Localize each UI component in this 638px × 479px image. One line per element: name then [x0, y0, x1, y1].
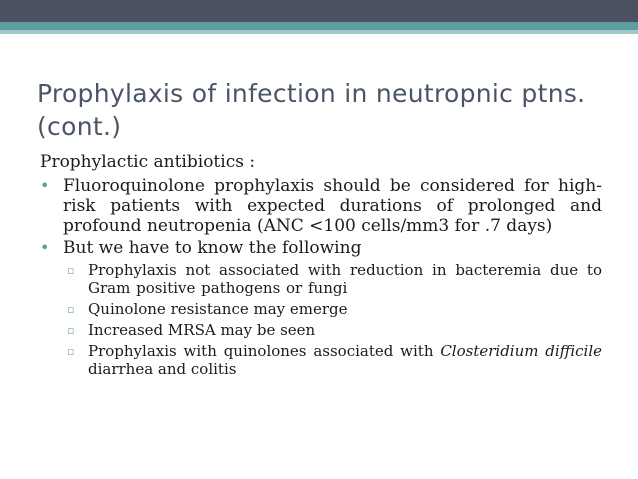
bullet-text: But we have to know the following	[63, 238, 362, 258]
slide-title: Prophylaxis of infection in neutropnic ptns.(cont.)	[37, 79, 586, 141]
bullet-text: Fluoroquinolone prophylaxis should be considered for high-risk patients with expected durations of prolonged and profound neutropenia (ANC <100 cells/mm3 for .7 days)	[63, 176, 602, 236]
sub-bullet-marker: ▫	[67, 345, 75, 358]
sub-bullet-marker: ▫	[67, 303, 75, 316]
sub-bullet-text: Increased MRSA may be seen	[88, 321, 316, 339]
sub-bullet-item	[40, 300, 602, 318]
sub-bullet-marker: ▫	[67, 324, 75, 337]
sub-bullet-text: Quinolone resistance may emerge	[88, 300, 348, 318]
sub-bullet-item	[40, 342, 602, 378]
sub-bullet-marker: ▫	[67, 264, 75, 277]
sub-bullet-text-before: Prophylaxis with quinolones associated with	[88, 342, 441, 360]
header-bar-teal	[0, 22, 638, 30]
sub-bullet-item	[40, 321, 602, 339]
sub-bullet-text-italic: Closteridium difficile	[440, 342, 602, 360]
sub-bullet-text-after: diarrhea and colitis	[88, 360, 237, 378]
header-bar-dark	[0, 0, 638, 22]
subheading: Prophylactic antibiotics :	[40, 152, 256, 172]
sub-bullet-item	[40, 261, 602, 297]
slide-content	[40, 152, 602, 378]
bullet-marker: •	[40, 238, 50, 257]
bullet-item	[40, 176, 602, 236]
sub-bullet-text: Prophylaxis not associated with reduction in bacteremia due to Gram positive pathogens or fungi	[88, 261, 602, 297]
bullet-marker: •	[40, 176, 50, 195]
bullet-item	[40, 238, 602, 258]
header-bar-teal-light	[0, 30, 638, 34]
